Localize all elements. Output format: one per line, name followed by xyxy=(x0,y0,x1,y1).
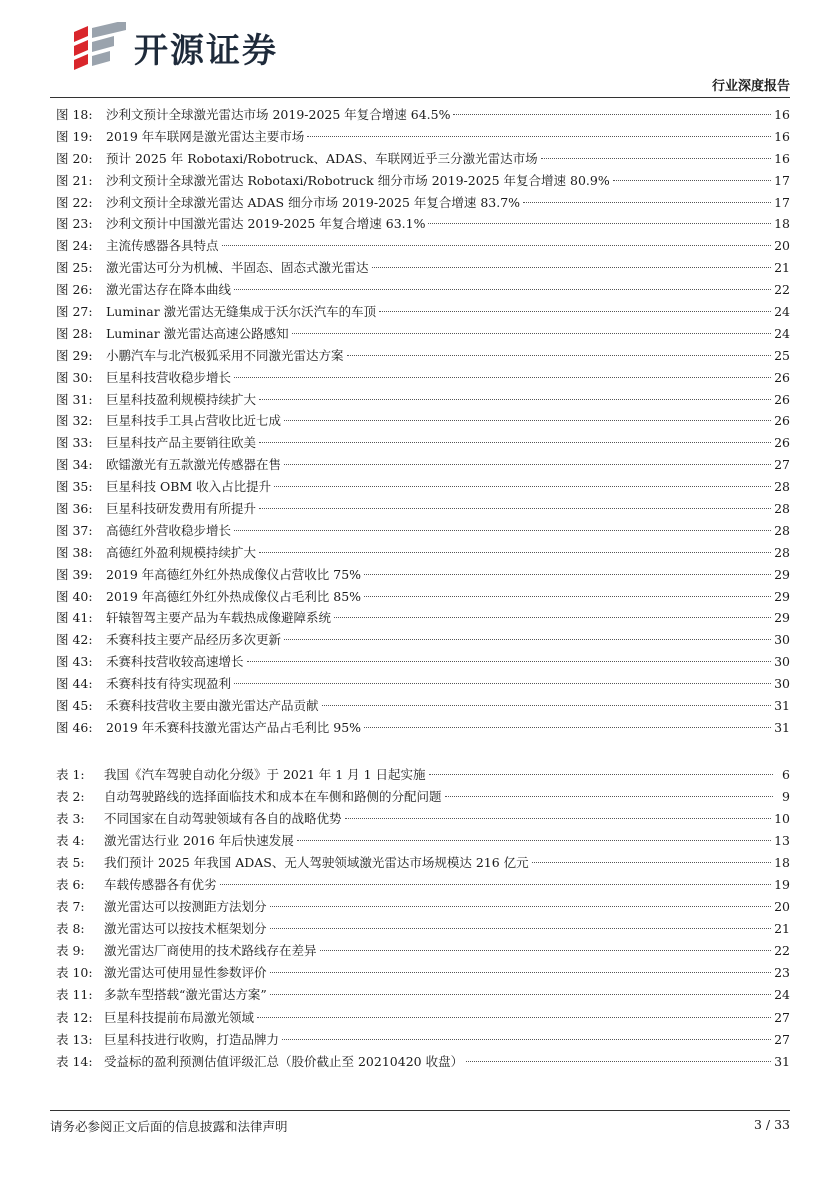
table-entry-label: 表 3: xyxy=(56,811,85,827)
figure-entry-title: Luminar 激光雷达无缝集成于沃尔沃汽车的车顶 xyxy=(106,304,377,320)
dot-leader xyxy=(322,704,772,706)
table-entry[interactable] xyxy=(56,852,790,874)
table-entry-label: 表 8: xyxy=(56,921,85,937)
dot-leader xyxy=(222,244,772,246)
dot-leader xyxy=(429,773,773,775)
table-entry-label: 表 7: xyxy=(56,899,85,915)
figure-entry-label: 图 21: xyxy=(56,172,93,188)
dot-leader xyxy=(247,660,772,662)
table-entry-page: 31 xyxy=(774,1053,790,1069)
dot-leader xyxy=(284,463,771,465)
figure-entry-title: Luminar 激光雷达高速公路感知 xyxy=(106,325,289,341)
figure-entry-title: 高德红外营收稳步增长 xyxy=(106,522,232,538)
figure-entry[interactable] xyxy=(56,323,790,345)
dot-leader xyxy=(259,398,771,400)
figure-entry-title: 2019 年车联网是激光雷达主要市场 xyxy=(106,128,305,144)
figure-entry-page: 17 xyxy=(774,172,790,188)
figure-entry[interactable] xyxy=(56,432,790,454)
figure-entry-label: 图 35: xyxy=(56,479,93,495)
table-entry-page: 27 xyxy=(774,1009,790,1025)
figure-entry-page: 30 xyxy=(774,676,790,692)
figure-entry-page: 31 xyxy=(774,719,790,735)
figure-entry-page: 20 xyxy=(774,238,790,254)
table-entry[interactable] xyxy=(56,940,790,962)
dot-leader xyxy=(453,113,771,115)
table-entry[interactable] xyxy=(56,962,790,984)
figure-entry-label: 图 45: xyxy=(56,698,93,714)
figure-entry-title: 高德红外盈利规模持续扩大 xyxy=(106,544,257,560)
figure-entry-label: 图 42: xyxy=(56,632,93,648)
figure-entry-title: 禾赛科技主要产品经历多次更新 xyxy=(106,632,282,648)
dot-leader xyxy=(334,616,771,618)
dot-leader xyxy=(345,817,772,819)
table-entry-label: 表 10: xyxy=(56,965,93,981)
figure-entry-label: 图 18: xyxy=(56,107,93,122)
table-entry[interactable] xyxy=(56,1007,790,1029)
footer-divider xyxy=(50,1110,790,1111)
figure-entry[interactable] xyxy=(56,695,790,717)
figure-entry-label: 图 27: xyxy=(56,304,93,320)
figure-entry-page: 26 xyxy=(774,413,790,429)
figure-entry-label: 图 33: xyxy=(56,435,93,451)
dot-leader xyxy=(284,638,771,640)
figure-entry-title: 禾赛科技营收主要由激光雷达产品贡献 xyxy=(106,698,319,714)
dot-leader xyxy=(466,1060,771,1062)
figure-entry-page: 26 xyxy=(774,391,790,407)
table-entry[interactable] xyxy=(56,1029,790,1051)
figure-entry-page: 28 xyxy=(774,501,790,517)
figure-entry-page: 16 xyxy=(774,150,790,166)
figure-entry-title: 沙利文预计中国激光雷达 2019-2025 年复合增速 63.1% xyxy=(106,216,426,232)
figure-entry-page: 29 xyxy=(774,610,790,626)
figure-entry[interactable] xyxy=(56,170,790,192)
figure-entry-title: 巨星科技研发费用有所提升 xyxy=(106,501,257,517)
figure-entry[interactable] xyxy=(56,213,790,235)
table-entry[interactable] xyxy=(56,1051,790,1073)
figure-entry[interactable] xyxy=(56,629,790,651)
figure-entry[interactable] xyxy=(56,476,790,498)
table-entry-page: 13 xyxy=(774,833,790,849)
dot-leader xyxy=(523,201,771,203)
dot-leader xyxy=(270,993,771,995)
figure-entry[interactable] xyxy=(56,104,790,126)
table-entry[interactable] xyxy=(56,764,790,786)
table-entry-label: 表 5: xyxy=(56,855,85,871)
table-entry-label: 表 9: xyxy=(56,943,85,959)
dot-leader xyxy=(270,971,772,973)
dot-leader xyxy=(613,179,771,181)
figure-entry[interactable] xyxy=(56,717,790,739)
figure-entry-page: 29 xyxy=(774,566,790,582)
table-entry[interactable] xyxy=(56,984,790,1006)
table-entry[interactable] xyxy=(56,896,790,918)
figure-entry-label: 图 25: xyxy=(56,260,93,276)
table-entry-label: 表 14: xyxy=(56,1053,93,1069)
figure-entry-page: 24 xyxy=(774,304,790,320)
dot-leader xyxy=(307,135,771,137)
figure-list xyxy=(56,104,790,739)
figure-entry-title: 禾赛科技营收较高速增长 xyxy=(106,654,244,670)
table-entry-label: 表 4: xyxy=(56,833,85,849)
figure-entry-page: 22 xyxy=(774,282,790,298)
table-entry-title: 激光雷达行业 2016 年后快速发展 xyxy=(104,833,294,849)
table-list xyxy=(56,764,790,1073)
logo-mark-icon xyxy=(70,22,130,72)
figure-entry-label: 图 38: xyxy=(56,544,93,560)
table-entry-title: 我国《汽车驾驶自动化分级》于 2021 年 1 月 1 日起实施 xyxy=(104,767,426,782)
figure-entry-label: 图 32: xyxy=(56,413,93,429)
figure-entry-label: 图 31: xyxy=(56,391,93,407)
figure-entry-title: 沙利文预计全球激光雷达市场 2019-2025 年复合增速 64.5% xyxy=(106,107,451,122)
figure-entry-page: 30 xyxy=(774,654,790,670)
figure-entry[interactable] xyxy=(56,148,790,170)
figure-entry-label: 图 29: xyxy=(56,347,93,363)
figure-entry-title: 欧镭激光有五款激光传感器在售 xyxy=(106,457,282,473)
dot-leader xyxy=(234,376,771,378)
figure-entry-title: 2019 年高德红外红外热成像仪占毛利比 85% xyxy=(106,588,362,604)
table-entry[interactable] xyxy=(56,918,790,940)
header-divider xyxy=(50,97,790,98)
table-entry-title: 自动驾驶路线的选择面临技术和成本在车侧和路侧的分配问题 xyxy=(104,789,442,805)
dot-leader xyxy=(364,726,771,728)
dot-leader xyxy=(379,310,771,312)
company-logo xyxy=(70,22,278,72)
table-entry-title: 车载传感器各有优劣 xyxy=(104,877,217,893)
figure-entry-title: 主流传感器各具特点 xyxy=(106,238,219,254)
figure-entry-page: 16 xyxy=(774,107,790,122)
figure-entry-page: 18 xyxy=(774,216,790,232)
table-entry-page: 19 xyxy=(774,877,790,893)
dot-leader xyxy=(259,507,771,509)
dot-leader xyxy=(282,1038,771,1040)
figure-entry-label: 图 24: xyxy=(56,238,93,254)
figure-entry-page: 26 xyxy=(774,435,790,451)
figure-entry[interactable] xyxy=(56,542,790,564)
figure-entry[interactable] xyxy=(56,279,790,301)
dot-leader xyxy=(234,288,771,290)
dot-leader xyxy=(364,573,771,575)
table-entry[interactable] xyxy=(56,830,790,852)
figure-entry-title: 巨星科技盈利规模持续扩大 xyxy=(106,391,257,407)
page-number: 3 / 33 xyxy=(753,1117,790,1132)
figure-entry-title: 预计 2025 年 Robotaxi/Robotruck、ADAS、车联网近乎三分激光雷达市场 xyxy=(106,150,538,166)
figure-entry[interactable] xyxy=(56,651,790,673)
table-entry[interactable] xyxy=(56,874,790,896)
figure-entry[interactable] xyxy=(56,586,790,608)
table-entry-page: 10 xyxy=(774,811,790,827)
figure-entry-label: 图 20: xyxy=(56,150,93,166)
figure-entry-page: 28 xyxy=(774,479,790,495)
dot-leader xyxy=(364,595,771,597)
dot-leader xyxy=(274,485,771,487)
figure-entry-title: 轩辕智驾主要产品为车载热成像避障系统 xyxy=(106,610,332,626)
figure-entry-label: 图 40: xyxy=(56,588,93,604)
figure-entry-page: 26 xyxy=(774,369,790,385)
figure-entry-title: 小鹏汽车与北汽极狐采用不同激光雷达方案 xyxy=(106,347,344,363)
figure-entry-page: 17 xyxy=(774,194,790,210)
dot-leader xyxy=(220,883,772,885)
figure-entry[interactable] xyxy=(56,410,790,432)
table-entry-label: 表 1: xyxy=(56,767,85,782)
table-entry-title: 我们预计 2025 年我国 ADAS、无人驾驶领域激光雷达市场规模达 216 亿元 xyxy=(104,855,529,871)
figure-entry-title: 沙利文预计全球激光雷达 Robotaxi/Robotruck 细分市场 2019-2025 年复合增速 80.9% xyxy=(106,172,610,188)
figure-entry-page: 31 xyxy=(774,698,790,714)
figure-entry-page: 21 xyxy=(774,260,790,276)
table-entry-title: 激光雷达可使用显性参数评价 xyxy=(104,965,267,981)
figure-entry-label: 图 22: xyxy=(56,194,93,210)
table-entry-title: 多款车型搭载“激光雷达方案” xyxy=(104,987,267,1003)
table-entry-label: 表 11: xyxy=(56,987,93,1003)
figure-entry-page: 30 xyxy=(774,632,790,648)
figure-entry[interactable] xyxy=(56,301,790,323)
dot-leader xyxy=(234,682,771,684)
table-entry-title: 不同国家在自动驾驶领域有各自的战略优势 xyxy=(104,811,342,827)
dot-leader xyxy=(320,949,772,951)
figure-entry-label: 图 44: xyxy=(56,676,93,692)
table-entry-title: 激光雷达可以按技术框架划分 xyxy=(104,921,267,937)
dot-leader xyxy=(297,839,771,841)
table-entry-page: 27 xyxy=(774,1031,790,1047)
figure-entry-page: 29 xyxy=(774,588,790,604)
dot-leader xyxy=(532,861,771,863)
table-entry-label: 表 13: xyxy=(56,1031,93,1047)
dot-leader xyxy=(259,551,771,553)
dot-leader xyxy=(445,795,773,797)
figure-entry[interactable] xyxy=(56,192,790,214)
dot-leader xyxy=(428,222,771,224)
figure-entry-label: 图 39: xyxy=(56,566,93,582)
dot-leader xyxy=(270,905,772,907)
figure-entry-title: 2019 年禾赛科技激光雷达产品占毛利比 95% xyxy=(106,719,362,735)
table-entry-page: 20 xyxy=(774,899,790,915)
figure-entry-title: 2019 年高德红外红外热成像仪占营收比 75% xyxy=(106,566,362,582)
dot-leader xyxy=(347,354,772,356)
table-entry-title: 受益标的盈利预测估值评级汇总（股价截止至 20210420 收盘） xyxy=(104,1053,464,1069)
table-entry-page: 22 xyxy=(774,943,790,959)
figure-entry-page: 28 xyxy=(774,544,790,560)
figure-entry-label: 图 23: xyxy=(56,216,93,232)
figure-entry-title: 激光雷达存在降本曲线 xyxy=(106,282,232,298)
brand-name: 开源证券 xyxy=(134,30,278,71)
table-entry-label: 表 2: xyxy=(56,789,85,805)
dot-leader xyxy=(270,927,772,929)
figure-entry-title: 激光雷达可分为机械、半固态、固态式激光雷达 xyxy=(106,260,369,276)
figure-entry-page: 27 xyxy=(774,457,790,473)
figure-entry-page: 25 xyxy=(774,347,790,363)
dot-leader xyxy=(372,266,772,268)
figure-entry-label: 图 36: xyxy=(56,501,93,517)
dot-leader xyxy=(541,157,771,159)
table-entry-title: 巨星科技提前布局激光领域 xyxy=(104,1009,255,1025)
figure-entry[interactable] xyxy=(56,498,790,520)
figure-entry-label: 图 26: xyxy=(56,282,93,298)
figure-entry-title: 禾赛科技有待实现盈利 xyxy=(106,676,232,692)
dot-leader xyxy=(234,529,771,531)
table-entry[interactable] xyxy=(56,786,790,808)
table-entry-page: 23 xyxy=(774,965,790,981)
table-entry-title: 巨星科技进行收购，打造品牌力 xyxy=(104,1031,280,1047)
figure-entry-label: 图 41: xyxy=(56,610,93,626)
table-entry-page: 6 xyxy=(782,767,790,782)
figure-entry-label: 图 28: xyxy=(56,325,93,341)
figure-entry-title: 巨星科技产品主要销往欧美 xyxy=(106,435,257,451)
figure-entry-label: 图 43: xyxy=(56,654,93,670)
figure-entry[interactable] xyxy=(56,345,790,367)
table-entry-page: 9 xyxy=(782,789,790,805)
figure-entry[interactable] xyxy=(56,564,790,586)
report-type-label: 行业深度报告 xyxy=(711,79,790,94)
table-entry-page: 21 xyxy=(774,921,790,937)
figure-entry[interactable] xyxy=(56,235,790,257)
figure-entry-label: 图 46: xyxy=(56,719,93,735)
figure-entry[interactable] xyxy=(56,673,790,695)
dot-leader xyxy=(284,419,771,421)
figure-entry-label: 图 37: xyxy=(56,522,93,538)
figure-entry-title: 巨星科技营收稳步增长 xyxy=(106,369,232,385)
table-entry-label: 表 6: xyxy=(56,877,85,893)
figure-entry-title: 巨星科技手工具占营收比近七成 xyxy=(106,413,282,429)
figure-entry[interactable] xyxy=(56,367,790,389)
figure-entry-title: 沙利文预计全球激光雷达 ADAS 细分市场 2019-2025 年复合增速 83.7% xyxy=(106,194,521,210)
table-entry-label: 表 12: xyxy=(56,1009,93,1025)
dot-leader xyxy=(257,1016,771,1018)
figure-entry[interactable] xyxy=(56,126,790,148)
figure-entry[interactable] xyxy=(56,454,790,476)
figure-entry-page: 16 xyxy=(774,128,790,144)
table-entry-title: 激光雷达厂商使用的技术路线存在差异 xyxy=(104,943,317,959)
figure-entry-label: 图 34: xyxy=(56,457,93,473)
figure-entry[interactable] xyxy=(56,257,790,279)
table-entry-title: 激光雷达可以按测距方法划分 xyxy=(104,899,267,915)
table-entry-page: 18 xyxy=(774,855,790,871)
figure-entry[interactable] xyxy=(56,389,790,411)
dot-leader xyxy=(292,332,771,334)
figure-entry-page: 24 xyxy=(774,325,790,341)
figure-entry[interactable] xyxy=(56,520,790,542)
figure-entry-label: 图 30: xyxy=(56,369,93,385)
figure-entry-label: 图 19: xyxy=(56,128,93,144)
figure-entry-title: 巨星科技 OBM 收入占比提升 xyxy=(106,479,272,495)
table-entry[interactable] xyxy=(56,808,790,830)
table-entry-page: 24 xyxy=(774,987,790,1003)
figure-entry-page: 28 xyxy=(774,522,790,538)
dot-leader xyxy=(259,441,771,443)
figure-entry[interactable] xyxy=(56,607,790,629)
footer-disclaimer: 请务必参阅正文后面的信息披露和法律声明 xyxy=(50,1119,288,1134)
